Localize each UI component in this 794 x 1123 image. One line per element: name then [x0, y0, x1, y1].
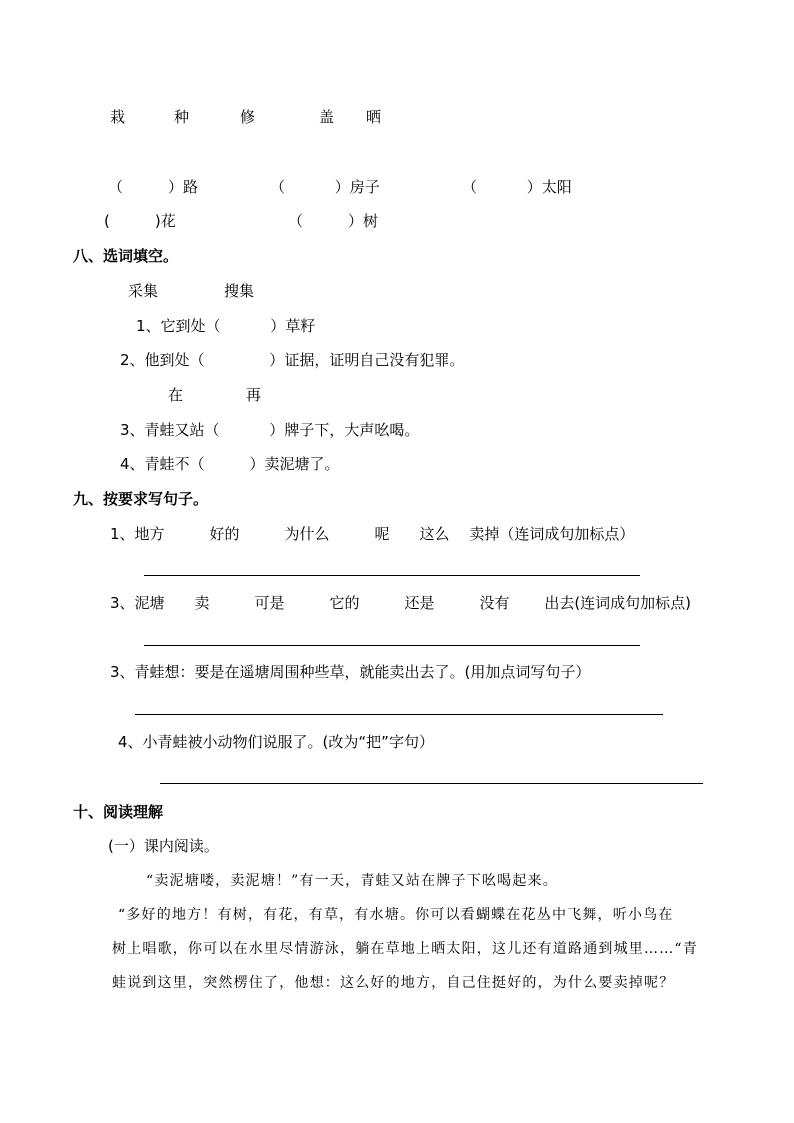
reading-paragraph-1: “卖泥塘喽，卖泥塘！”有一天，青蛙又站在牌子下吆喝起来。 — [146, 873, 558, 889]
word-4: 盖 — [319, 108, 335, 126]
answer-line-4 — [160, 783, 703, 784]
section-10-title: 十、阅读理解 — [73, 803, 164, 821]
answer-line-3 — [135, 714, 663, 715]
fill-tree: （ ）树 — [288, 212, 379, 230]
answer-line-1 — [144, 575, 640, 576]
word-3: 修 — [240, 108, 256, 126]
answer-line-2 — [144, 645, 640, 646]
section-9-title: 九、按要求写句子。 — [73, 490, 209, 508]
reading-paragraph-2-line-2: 树上唱歌，你可以在水里尽情游泳，躺在草地上晒太阳，这儿还有道路通到城里……“青 — [112, 941, 698, 957]
word-2: 种 — [174, 108, 190, 126]
s9-q2: 3、泥塘 卖 可是 它的 还是 没有 出去(连词成句加标点) — [110, 594, 692, 612]
fill-house: （ ）房子 — [270, 178, 380, 196]
choice-zai2: 再 — [246, 386, 262, 404]
word-1: 栽 — [110, 108, 126, 126]
reading-paragraph-2-line-1: “多好的地方！有树，有花，有草，有水塘。你可以看蝴蝶在花丛中飞舞，听小鸟在 — [118, 907, 674, 923]
choice-zai: 在 — [168, 386, 184, 404]
choice-souji: 搜集 — [224, 282, 255, 300]
reading-paragraph-2-line-3: 蛙说到这里，突然楞住了，他想：这么好的地方，自己住挺好的，为什么要卖掉呢？ — [112, 975, 675, 991]
s8-q3: 3、青蛙又站（ ）牌子下，大声吆喝。 — [120, 421, 420, 439]
s9-q4: 4、小青蛙被小动物们说服了。(改为“把”字句） — [118, 733, 434, 751]
s8-q1: 1、它到处（ ）草籽 — [136, 317, 316, 335]
fill-sun: （ ）太阳 — [462, 178, 572, 196]
s9-q3: 3、青蛙想：要是在遥塘周围种些草，就能卖出去了。(用加点词写句子） — [110, 663, 591, 681]
s8-q2: 2、他到处（ ）证据，证明自己没有犯罪。 — [120, 351, 465, 369]
choice-caiji: 采集 — [128, 282, 159, 300]
reading-subtitle: (一）课内阅读。 — [108, 837, 219, 855]
s9-q1: 1、地方 好的 为什么 呢 这么 卖掉（连词成句加标点） — [110, 525, 635, 543]
s8-q4: 4、青蛙不（ ）卖泥塘了。 — [120, 455, 340, 473]
word-5: 晒 — [366, 108, 382, 126]
fill-road: （ ）路 — [108, 178, 199, 196]
section-8-title: 八、选词填空。 — [73, 247, 179, 265]
fill-flower: ( )花 — [104, 212, 176, 230]
